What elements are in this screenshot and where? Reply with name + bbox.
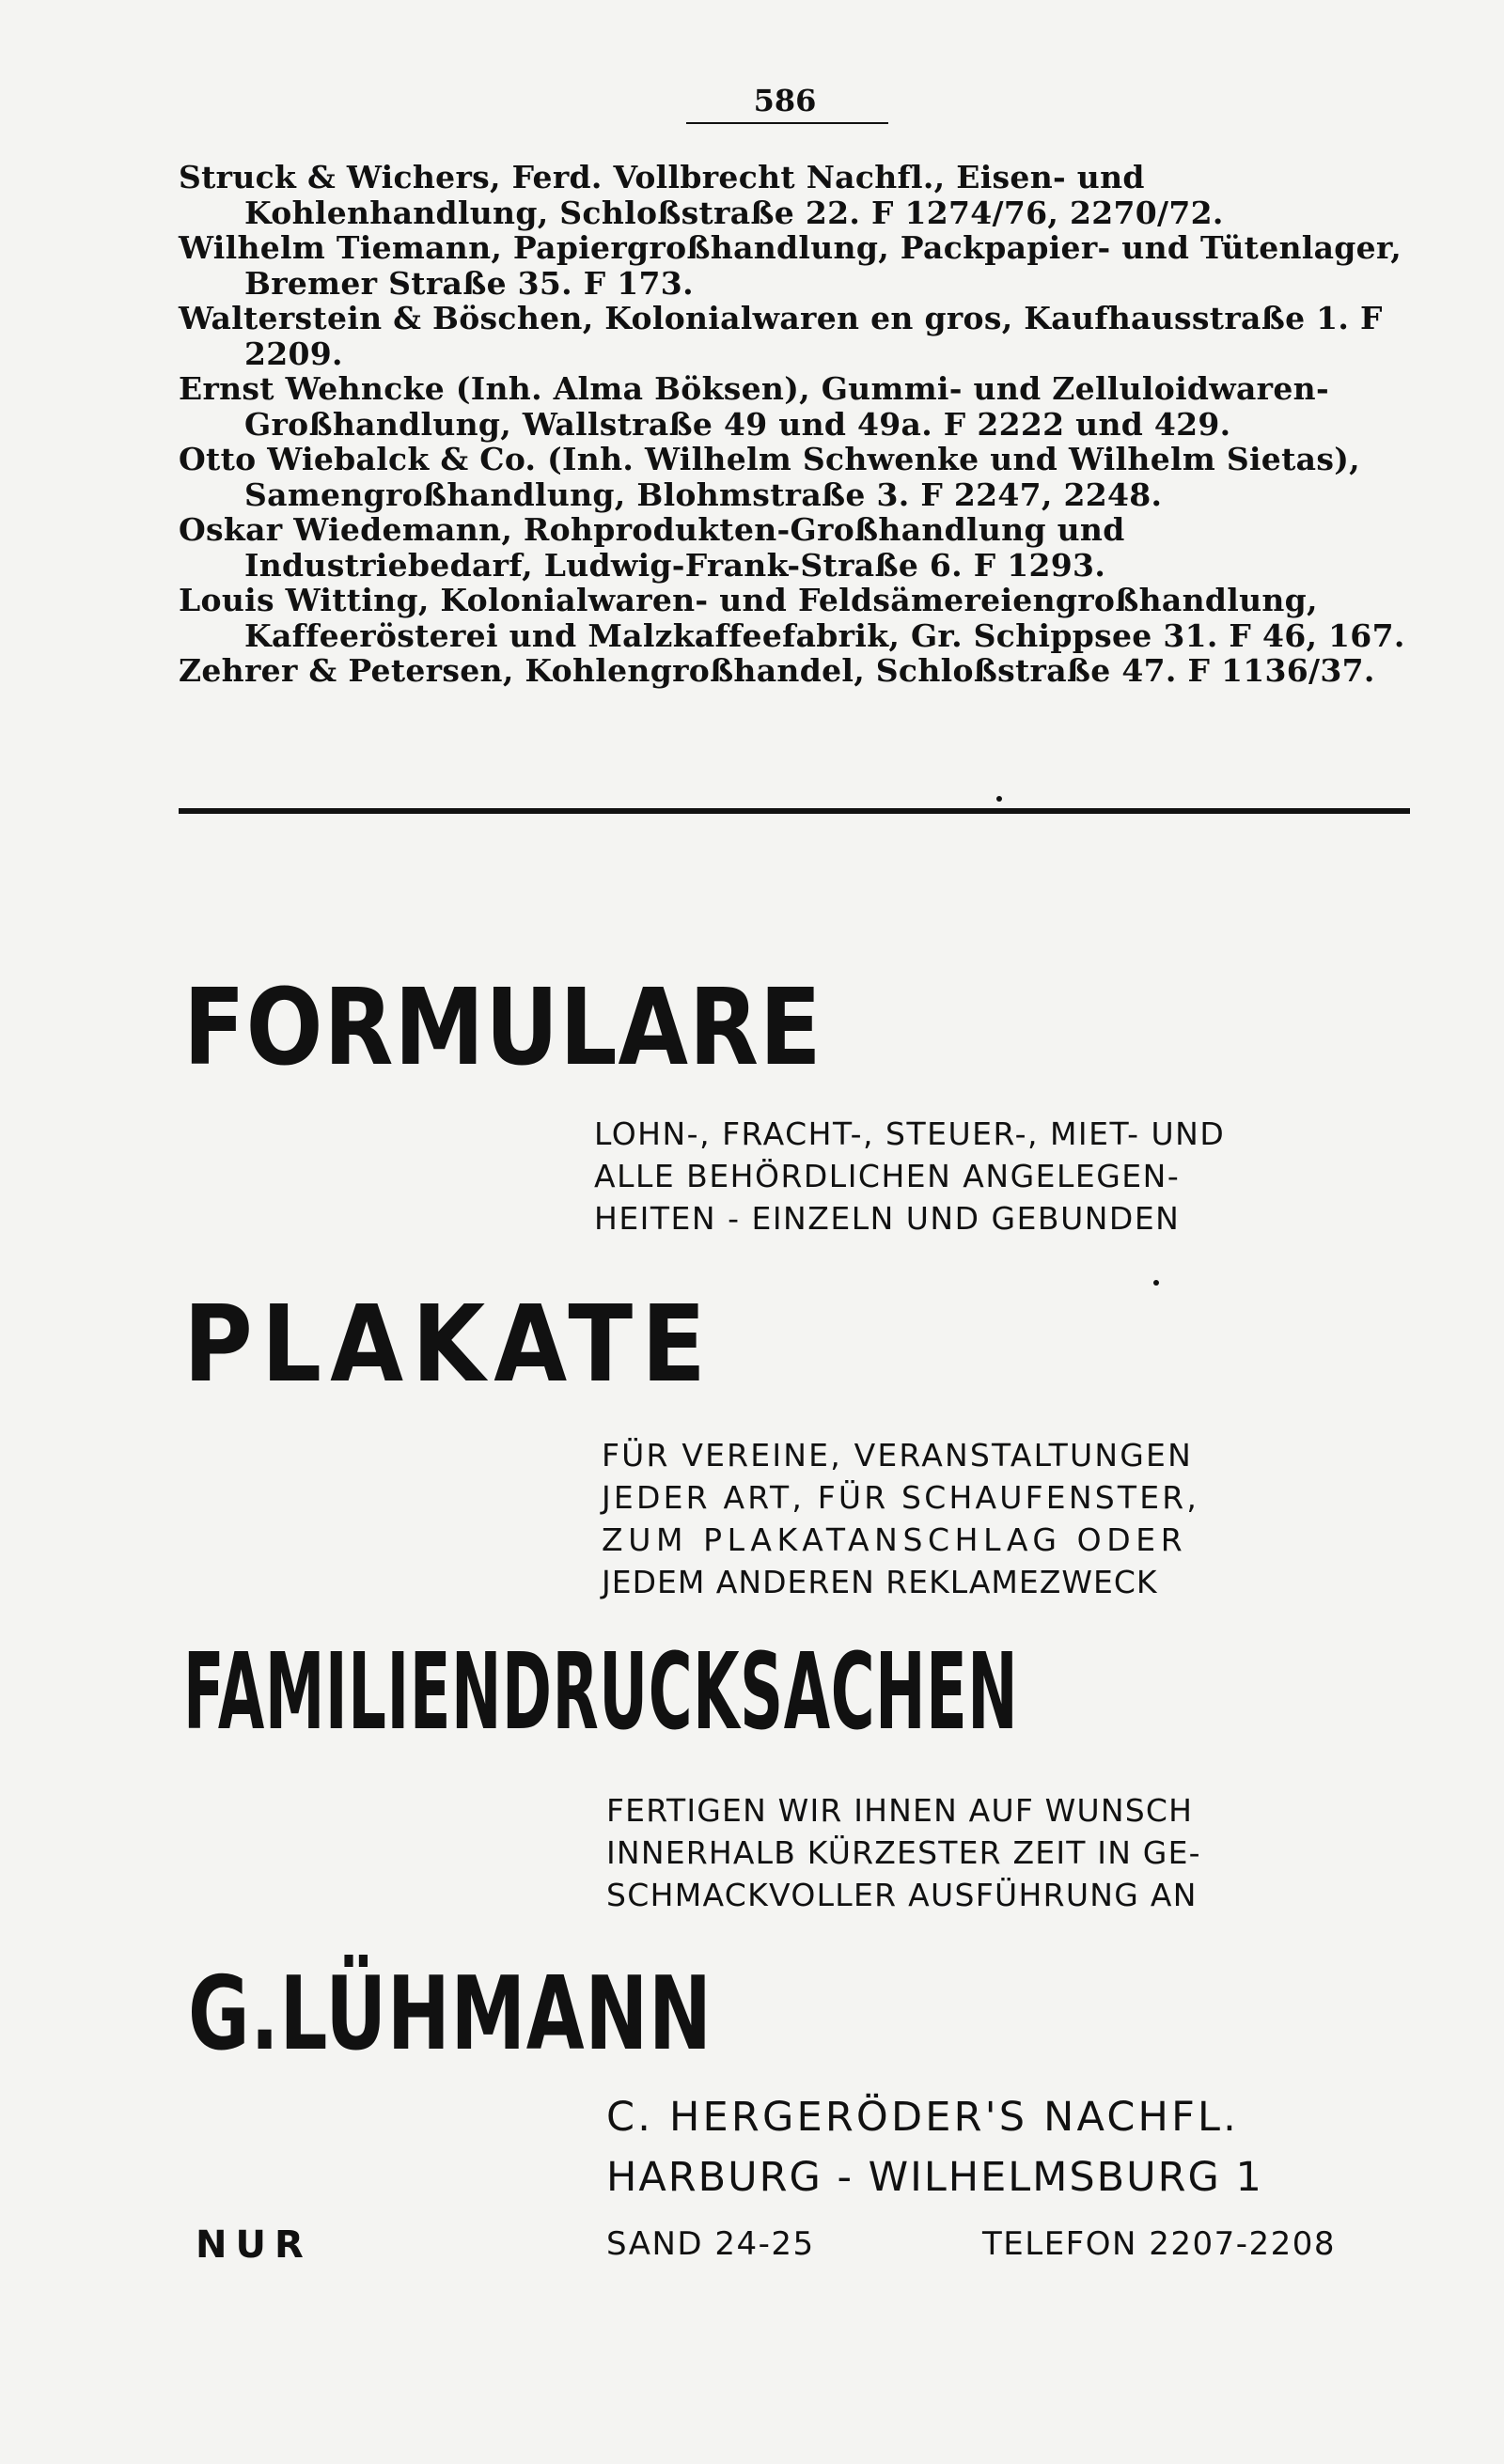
company-location: HARBURG - WILHELMSBURG 1 [606,2154,1263,2201]
company-successor: C. HERGERÖDER'S NACHFL. [606,2094,1240,2141]
business-directory [179,160,1410,689]
headline-formulare: FORMULARE [183,967,822,1089]
headline-plakate: PLAKATE [183,1284,715,1406]
text-line: HEITEN - EINZELN UND GEBUNDEN [594,1200,1181,1237]
company-name: G.LÜHMANN [188,1956,713,2073]
ink-speck [1153,1280,1159,1286]
text-line: JEDEM ANDEREN REKLAMEZWECK [602,1564,1158,1600]
company-telephone: TELEFON 2207-2208 [982,2225,1337,2263]
text-line: LOHN-, FRACHT-, STEUER-, MIET- UND [594,1115,1226,1152]
section-rule [179,808,1410,814]
directory-entry: Struck & Wichers, Ferd. Vollbrecht Nachfl., Eisen- und Kohlenhandlung, Schloßstraße 22. F 1274/76, 2270/72. [179,159,1224,231]
directory-entry: Walterstein & Böschen, Kolonialwaren en gros, Kaufhausstraße 1. F 2209. [179,300,1383,372]
text-line: FERTIGEN WIR IHNEN AUF WUNSCH [606,1792,1194,1829]
ink-speck [996,796,1002,802]
directory-entry: Otto Wiebalck & Co. (Inh. Wilhelm Schwenke und Wilhelm Sietas), Samengroßhandlung, Blohmstraße 3. F 2247, 2248. [179,441,1360,513]
only-label: NUR [196,2223,312,2267]
text-line: FÜR VEREINE, VERANSTALTUNGEN [602,1437,1193,1474]
directory-entry: Wilhelm Tiemann, Papiergroßhandlung, Packpapier- und Tütenlager, Bremer Straße 35. F 173. [179,229,1402,302]
text-line: SCHMACKVOLLER AUSFÜHRUNG AN [606,1877,1198,1913]
page-number-rule [686,122,888,124]
directory-entry: Oskar Wiedemann, Rohprodukten-Großhandlung und Industriebedarf, Ludwig-Frank-Straße 6. F 1293. [179,511,1125,584]
text-line: ZUM PLAKATANSCHLAG ODER [602,1521,1188,1558]
directory-entry: Zehrer & Petersen, Kohlengroßhandel, Schloßstraße 47. F 1136/37. [179,652,1375,689]
company-address: SAND 24-25 [606,2225,815,2263]
headline-familiendrucksachen: FAMILIENDRUCKSACHEN [183,1631,1019,1754]
page-number: 586 [753,83,817,118]
text-block-formulare [594,1113,1421,1240]
text-line: JEDER ART, FÜR SCHAUFENSTER, [602,1479,1200,1516]
directory-entry: Louis Witting, Kolonialwaren- und Feldsämereiengroßhandlung, Kaffeerösterei und Malzkaffeefabrik, Gr. Schippsee 31. F 46, 167. [179,582,1405,654]
text-block-plakate [602,1434,1429,1603]
text-line: ALLE BEHÖRDLICHEN ANGELEGEN- [594,1158,1181,1194]
directory-entry: Ernst Wehncke (Inh. Alma Böksen), Gummi- und Zelluloidwaren-Großhandlung, Wallstraße 49 und 49a. F 2222 und 429. [179,370,1329,443]
text-line: INNERHALB KÜRZESTER ZEIT IN GE- [606,1834,1201,1871]
text-block-familiendrucksachen [606,1789,1434,1916]
